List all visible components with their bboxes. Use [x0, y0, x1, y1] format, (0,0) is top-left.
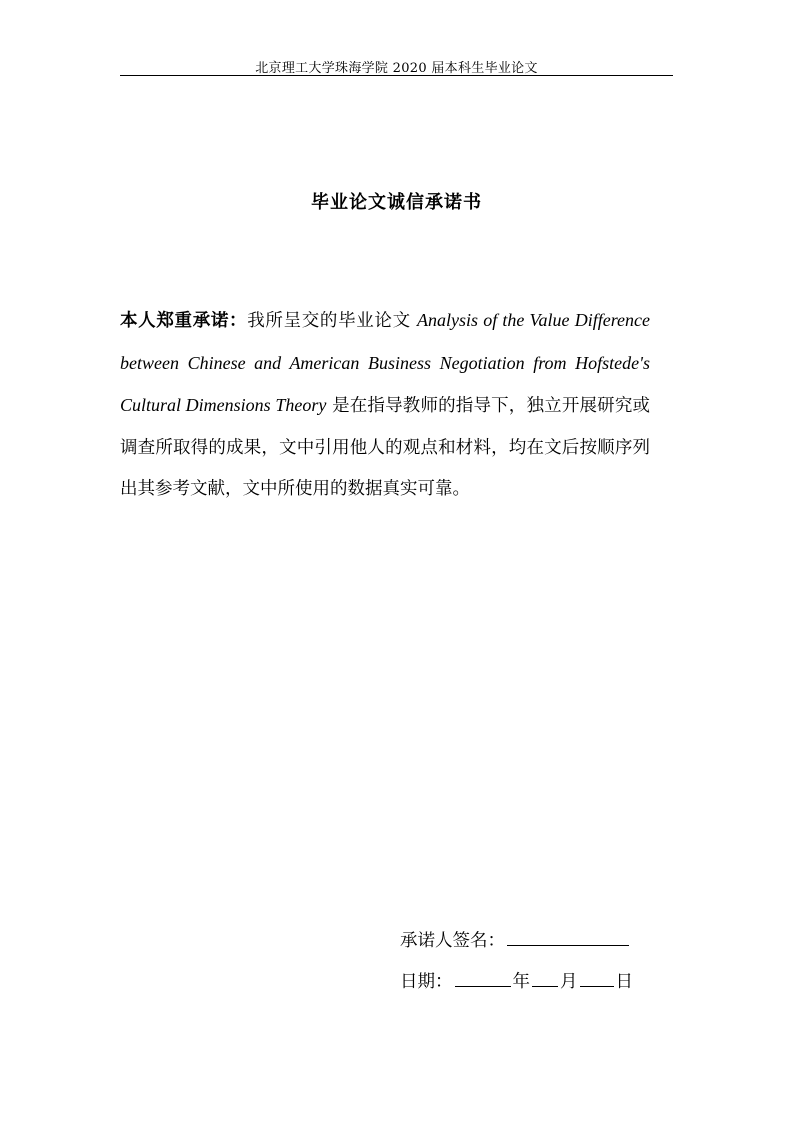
- year-blank[interactable]: [455, 968, 511, 987]
- signature-label: 承诺人签名：: [400, 931, 505, 951]
- signature-row: [400, 927, 631, 952]
- pledge-paragraph: [120, 300, 650, 511]
- month-label: 月: [560, 972, 578, 992]
- date-row: [400, 968, 633, 993]
- thesis-title: Analysis of the Value Difference between Chinese and American Business Negotiation from Hofstede's Cultural Dimensions Theory: [120, 310, 651, 415]
- year-label: 年: [512, 972, 530, 992]
- pledge-lead: 本人郑重承诺：: [120, 311, 248, 331]
- date-label: 日期：: [400, 972, 453, 992]
- month-blank[interactable]: [532, 968, 558, 987]
- header-rule: [120, 75, 673, 76]
- pledge-text-after-title: 是在指导教师的指导下，独立开展研究或调查所取得的成果，文中引用他人的观点和材料，均在文后按顺序列出其参考文献，文中所使用的数据真实可靠。: [120, 396, 651, 499]
- day-blank[interactable]: [580, 968, 614, 987]
- page-header: 北京理工大学珠海学院 2020 届本科生毕业论文: [255, 61, 538, 76]
- day-label: 日: [615, 972, 633, 992]
- signature-blank[interactable]: [507, 927, 629, 946]
- pledge-text-before-title: 我所呈交的毕业论文: [247, 311, 418, 331]
- document-title: 毕业论文诚信承诺书: [311, 192, 482, 213]
